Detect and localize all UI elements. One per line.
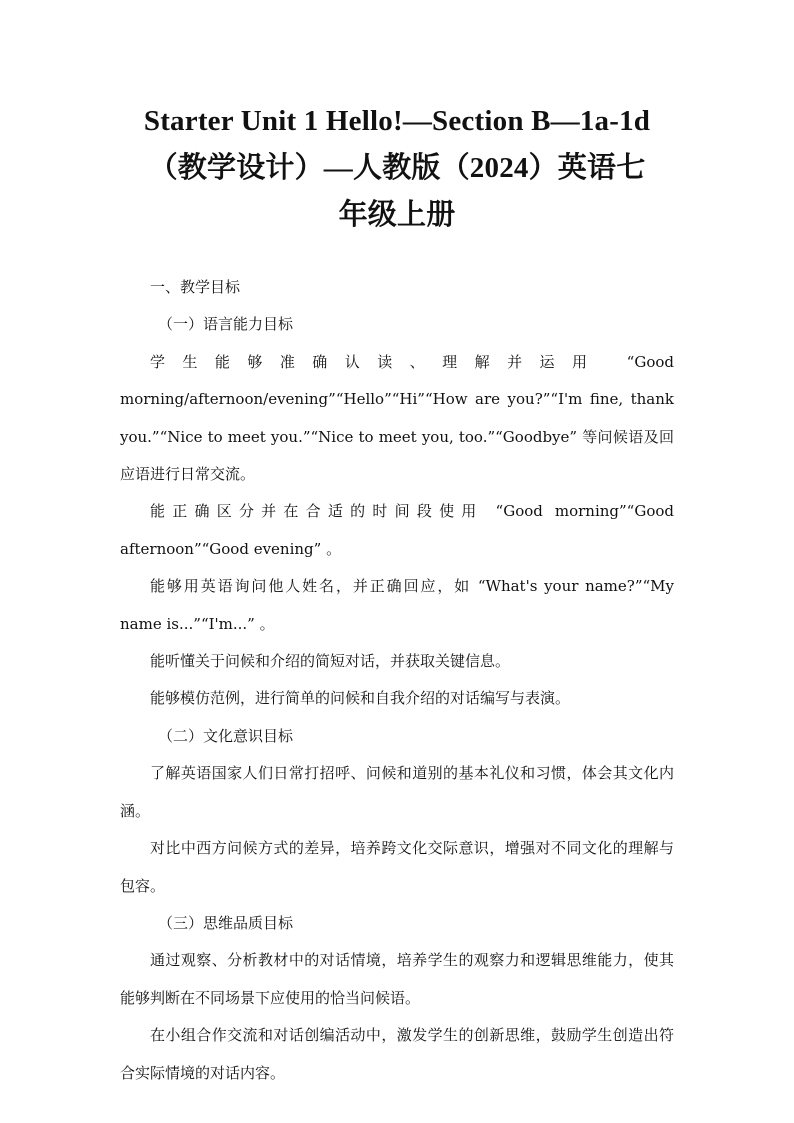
title-line-1: Starter Unit 1 Hello!—Section B—1a-1d [143, 105, 651, 137]
paragraph-language-5: 能够模仿范例，进行简单的问候和自我介绍的对话编写与表演。 [150, 689, 571, 708]
paragraph-language-3: 能够用英语询问他人姓名，并正确回应，如 “What's your name?”“My name is...”“I'm...” 。 [120, 577, 674, 633]
paragraph-language-1: 学生能够准确认读、理解并运用 “Good morning/afternoon/evening”“Hello”“Hi”“How are you?”“I'm fine, thank you.”“Nice to meet you.”“Nice to meet you, too.”“Goodbye” 等问候语及回应语进行日常交流。 [120, 352, 674, 484]
subheading-cultural-awareness: （二）文化意识目标 [158, 726, 294, 745]
subheading-language-ability: （一）语言能力目标 [158, 315, 294, 334]
paragraph-culture-1: 了解英语国家人们日常打招呼、问候和道别的基本礼仪和习惯，体会其文化内涵。 [120, 764, 674, 820]
section-heading-objectives: 一、教学目标 [150, 278, 241, 296]
subheading-thinking-quality: （三）思维品质目标 [158, 913, 294, 932]
title-line-3: 年级上册 [338, 199, 456, 231]
paragraph-culture-2: 对比中西方问候方式的差异，培养跨文化交际意识，增强对不同文化的理解与包容。 [120, 839, 674, 895]
paragraph-thinking-1: 通过观察、分析教材中的对话情境，培养学生的观察力和逻辑思维能力，使其能够判断在不同场景下应使用的恰当问候语。 [120, 951, 674, 1007]
document-title [120, 0, 674, 239]
title-line-2: （教学设计）—人教版（2024）英语七 [148, 152, 646, 184]
paragraph-thinking-2: 在小组合作交流和对话创编活动中，激发学生的创新思维，鼓励学生创造出符合实际情境的对话内容。 [120, 1026, 674, 1082]
paragraph-language-2: 能正确区分并在合适的时间段使用 “Good morning”“Good afternoon”“Good evening” 。 [120, 502, 674, 558]
document-body [120, 269, 674, 1092]
paragraph-language-4: 能听懂关于问候和介绍的简短对话，并获取关键信息。 [150, 652, 511, 671]
